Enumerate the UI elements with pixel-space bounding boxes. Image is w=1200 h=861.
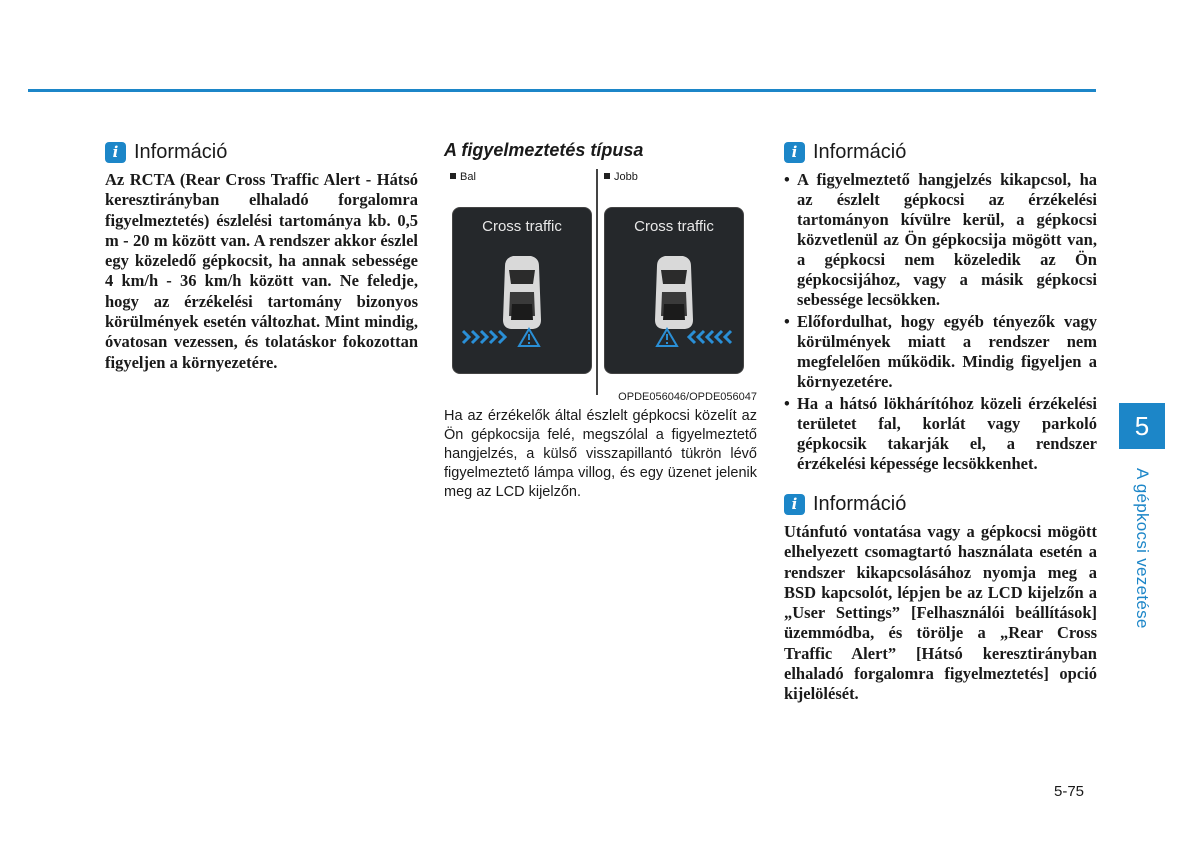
info-title: Információ bbox=[813, 140, 907, 163]
figure-divider bbox=[596, 169, 598, 395]
left-label: Bal bbox=[450, 171, 476, 183]
bullet-square-icon bbox=[604, 173, 610, 179]
chapter-title: A gépkocsi vezetése bbox=[1133, 468, 1152, 629]
figure-code: OPDE056046/OPDE056047 bbox=[618, 391, 757, 403]
info-text: Az RCTA (Rear Cross Traffic Alert - Hátsó keresztirányban elhaladó forgalomra figyelmeztetés) észlelési tartománya kb. 0,5 m - 20 m között van. A rendszer akkor észlel egy közeledő gépkocsit, ha annak sebessége 4 km/h - 36 km/h között van. Ne feledje, hogy az érzékelési tartomány bizonyos körülmények esetén változhat. Mint mindig, óvatosan vezessen, és tolatáskor fokozottan figyeljen a környezetére. bbox=[105, 170, 418, 372]
section-title: A figyelmeztetés típusa bbox=[444, 140, 644, 160]
left-arrow-icon bbox=[605, 208, 743, 373]
info-title: Információ bbox=[134, 140, 228, 163]
top-blue-rule bbox=[28, 89, 1096, 92]
screen-message: Cross traffic bbox=[634, 218, 714, 235]
bullet-square-icon bbox=[450, 173, 456, 179]
cluster-screen-left bbox=[452, 207, 592, 374]
info-icon: i bbox=[105, 142, 126, 163]
list-item: • A figyelmeztető hangjelzés kikapcsol, ha az észlelt gépkocsi az érzékelési tartományon kívülre kerül, a gépkocsi közvetlenül az Ön gépkocsija mögött van, a gépkocsi nem közeledik az Ön gépkocsijához, vagy a másik gépkocsi sebessége lecsökken. bbox=[784, 170, 1097, 310]
info-bullet-list bbox=[784, 170, 1097, 474]
warning-triangle-icon bbox=[453, 208, 591, 373]
right-info-column bbox=[784, 140, 1097, 705]
info-title: Információ bbox=[813, 492, 907, 515]
cluster-screen-right bbox=[604, 207, 744, 374]
screen-message: Cross traffic bbox=[482, 218, 562, 235]
warning-description: Ha az érzékelők által észlelt gépkocsi közelít az Ön gépkocsija felé, megszólal a figyelmeztető hangjelzés, a külső visszapillantó tükrön lévő figyelmeztető lámpa villog, és egy üzenet jelenik meg az LCD kijelzőn. bbox=[444, 408, 757, 500]
info-header bbox=[784, 492, 1097, 516]
page-number: 5-75 bbox=[1054, 783, 1085, 800]
info-icon: i bbox=[784, 494, 805, 515]
warning-type-section bbox=[444, 138, 757, 502]
left-info-box bbox=[105, 140, 418, 373]
info-header bbox=[784, 140, 1097, 164]
info-header bbox=[105, 140, 418, 164]
right-label: Jobb bbox=[604, 171, 638, 183]
warning-figure bbox=[444, 167, 757, 405]
chapter-number-tab: 5 bbox=[1119, 403, 1165, 449]
list-item: • Ha a hátsó lökhárítóhoz közeli érzékelési területet fal, korlát vagy parkoló gépkocsik takarják el, a rendszer érzékelési képessége lecsökkenhet. bbox=[784, 394, 1097, 474]
info-text: Utánfutó vontatása vagy a gépkocsi mögött elhelyezett csomagtartó használata esetén a rendszer kikapcsolásához nyomja meg a BSD kapcsolót, lépjen be az LCD kijelzőn a „User Settings” [Felhasználói beállítások] üzemmódba, és törölje a „Rear Cross Traffic Alert” [Hátsó keresztirányban elhaladó forgalomra figyelmeztetés] opció kijelölését. bbox=[784, 522, 1097, 704]
info-icon: i bbox=[784, 142, 805, 163]
list-item: • Előfordulhat, hogy egyéb tényezők vagy körülmények miatt a rendszer nem megfelelően működik. Mindig figyeljen a környezetére. bbox=[784, 312, 1097, 392]
